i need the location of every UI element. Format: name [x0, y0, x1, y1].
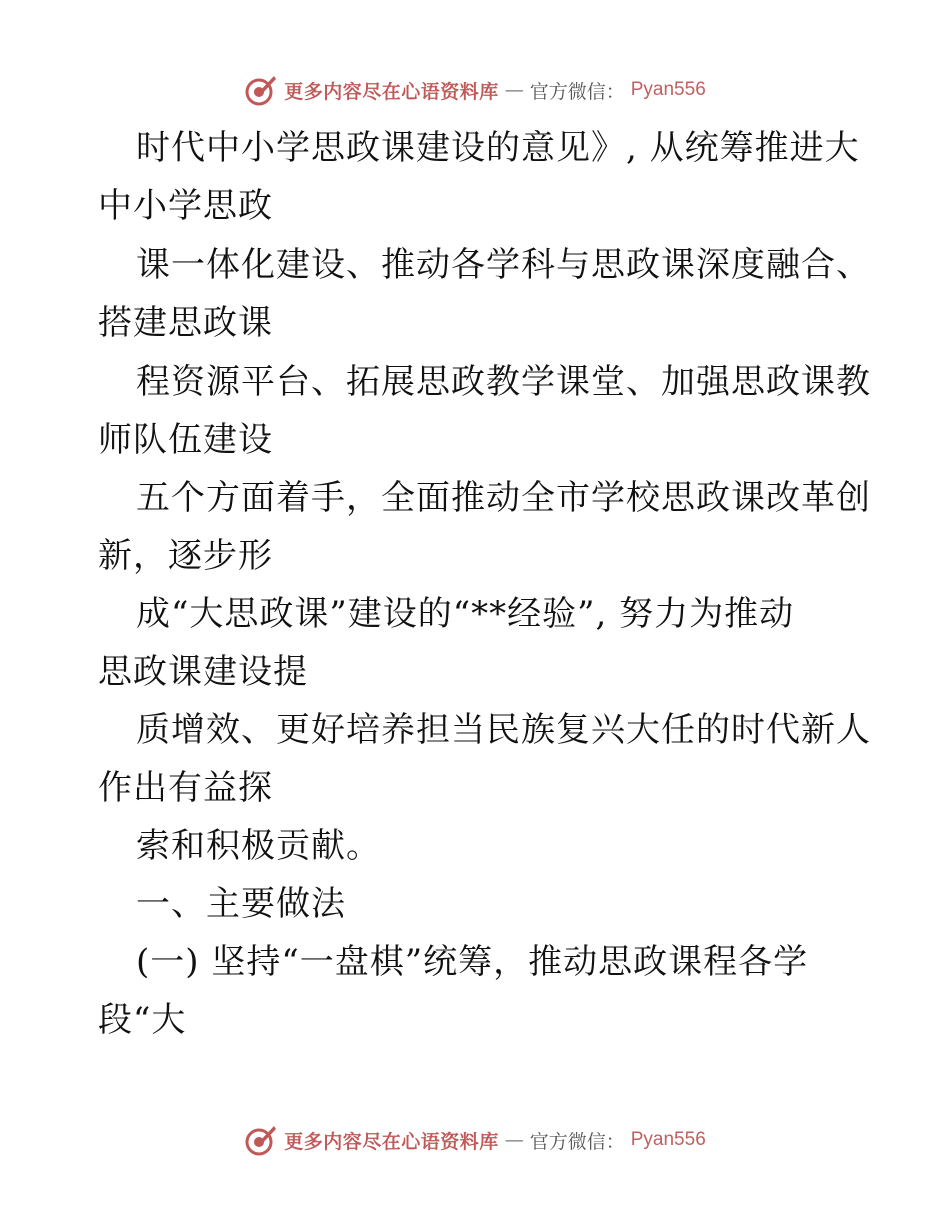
body-line: 成“大思政课”建设的“**经验”, 努力为推动 [136, 594, 795, 634]
quill-logo-icon [244, 73, 278, 107]
body-line: 五个方面着手，全面推动全市学校思政课改革创 [136, 478, 871, 518]
body-line: 课一体化建设、推动各学科与思政课深度融合、 [136, 245, 871, 285]
watermark-wechat-id: Pyan556 [630, 1129, 706, 1150]
header-watermark [0, 70, 950, 110]
body-line: 索和积极贡献。 [136, 826, 381, 866]
body-line: 段“大 [98, 1000, 187, 1040]
body-line: 作出有益探 [98, 768, 273, 808]
section-heading: 一、主要做法 [136, 884, 346, 924]
body-line: 思政课建设提 [98, 652, 308, 692]
body-line: 师队伍建设 [98, 420, 273, 460]
quill-logo-icon [244, 1123, 278, 1157]
watermark-site-name: 更多内容尽在心语资料库 [284, 1130, 499, 1153]
watermark-site-name: 更多内容尽在心语资料库 [284, 80, 499, 103]
watermark-separator: — [504, 1129, 524, 1151]
body-line: 中小学思政 [98, 186, 273, 226]
watermark-wechat-label: 官方微信： [529, 80, 625, 103]
body-line: 时代中小学思政课建设的意见》, 从统筹推进大 [136, 128, 860, 168]
watermark-wechat-id: Pyan556 [630, 79, 706, 100]
footer-watermark [0, 1120, 950, 1160]
body-line: 搭建思政课 [98, 303, 273, 343]
body-line: 程资源平台、拓展思政教学课堂、加强思政课教 [136, 362, 871, 402]
body-line: (一) 坚持“一盘棋”统筹，推动思政课程各学 [136, 942, 809, 982]
body-line: 质增效、更好培养担当民族复兴大任的时代新人 [136, 710, 871, 750]
watermark-separator: — [504, 79, 524, 101]
watermark-wechat-label: 官方微信： [529, 1130, 625, 1153]
body-line: 新，逐步形 [98, 536, 273, 576]
